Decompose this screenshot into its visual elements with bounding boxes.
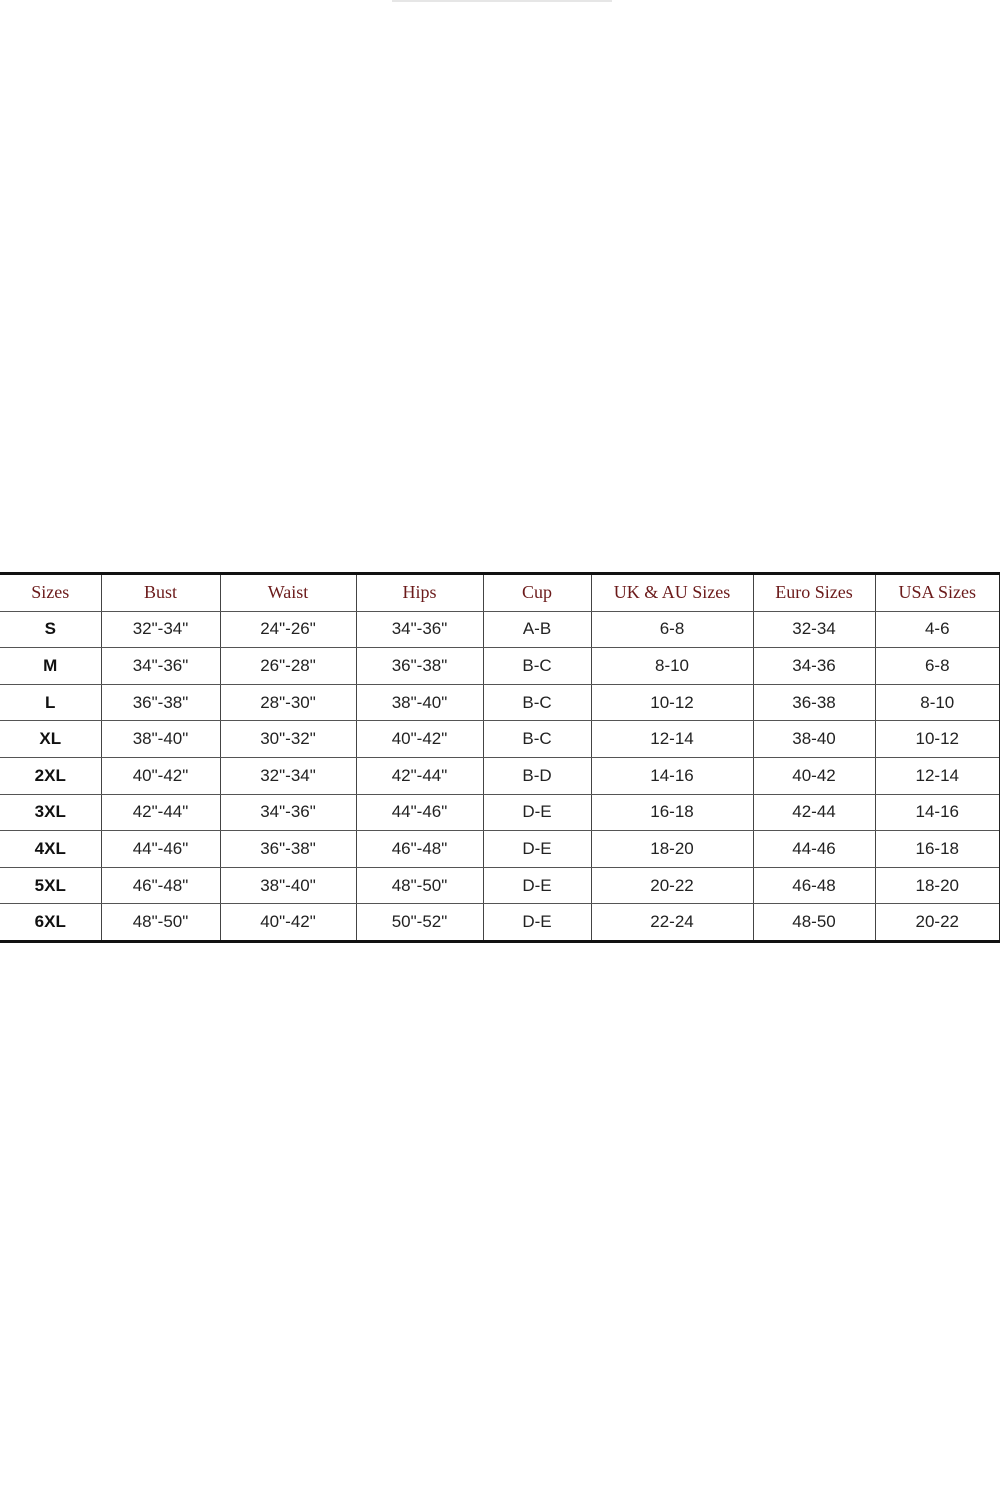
- size-name-cell: L: [0, 684, 101, 721]
- usa-size-cell: 10-12: [875, 721, 1000, 758]
- size-name-cell: 3XL: [0, 794, 101, 831]
- waist-cell: 28"-30": [220, 684, 356, 721]
- euro-size-cell: 40-42: [753, 757, 875, 794]
- table-row: [0, 684, 1000, 721]
- uk-au-size-cell: 20-22: [591, 867, 753, 904]
- header-uk-au-sizes: UK & AU Sizes: [591, 574, 753, 612]
- bust-cell: 42"-44": [101, 794, 220, 831]
- header-cup: Cup: [483, 574, 591, 612]
- cup-cell: B-C: [483, 721, 591, 758]
- euro-size-cell: 46-48: [753, 867, 875, 904]
- waist-cell: 38"-40": [220, 867, 356, 904]
- header-waist: Waist: [220, 574, 356, 612]
- euro-size-cell: 48-50: [753, 904, 875, 942]
- waist-cell: 30"-32": [220, 721, 356, 758]
- waist-cell: 24"-26": [220, 611, 356, 648]
- bust-cell: 38"-40": [101, 721, 220, 758]
- uk-au-size-cell: 6-8: [591, 611, 753, 648]
- cup-cell: A-B: [483, 611, 591, 648]
- size-name-cell: 4XL: [0, 831, 101, 868]
- euro-size-cell: 36-38: [753, 684, 875, 721]
- cup-cell: B-C: [483, 684, 591, 721]
- table-row: [0, 831, 1000, 868]
- table-row: [0, 904, 1000, 942]
- usa-size-cell: 18-20: [875, 867, 1000, 904]
- waist-cell: 34"-36": [220, 794, 356, 831]
- euro-size-cell: 38-40: [753, 721, 875, 758]
- usa-size-cell: 6-8: [875, 648, 1000, 685]
- size-name-cell: 2XL: [0, 757, 101, 794]
- header-sizes: Sizes: [0, 574, 101, 612]
- cup-cell: D-E: [483, 831, 591, 868]
- usa-size-cell: 16-18: [875, 831, 1000, 868]
- waist-cell: 36"-38": [220, 831, 356, 868]
- top-divider: [392, 0, 612, 2]
- table-header-row: [0, 574, 1000, 612]
- cup-cell: B-D: [483, 757, 591, 794]
- euro-size-cell: 32-34: [753, 611, 875, 648]
- bust-cell: 44"-46": [101, 831, 220, 868]
- header-usa-sizes: USA Sizes: [875, 574, 1000, 612]
- bust-cell: 32"-34": [101, 611, 220, 648]
- size-name-cell: XL: [0, 721, 101, 758]
- header-hips: Hips: [356, 574, 483, 612]
- waist-cell: 40"-42": [220, 904, 356, 942]
- table-row: [0, 721, 1000, 758]
- uk-au-size-cell: 14-16: [591, 757, 753, 794]
- bust-cell: 46"-48": [101, 867, 220, 904]
- uk-au-size-cell: 16-18: [591, 794, 753, 831]
- header-euro-sizes: Euro Sizes: [753, 574, 875, 612]
- header-bust: Bust: [101, 574, 220, 612]
- uk-au-size-cell: 18-20: [591, 831, 753, 868]
- hips-cell: 46"-48": [356, 831, 483, 868]
- bust-cell: 40"-42": [101, 757, 220, 794]
- cup-cell: B-C: [483, 648, 591, 685]
- hips-cell: 36"-38": [356, 648, 483, 685]
- size-chart-table: [0, 572, 1000, 943]
- bust-cell: 34"-36": [101, 648, 220, 685]
- cup-cell: D-E: [483, 904, 591, 942]
- cup-cell: D-E: [483, 794, 591, 831]
- usa-size-cell: 8-10: [875, 684, 1000, 721]
- size-name-cell: 5XL: [0, 867, 101, 904]
- table-row: [0, 611, 1000, 648]
- bust-cell: 36"-38": [101, 684, 220, 721]
- usa-size-cell: 14-16: [875, 794, 1000, 831]
- uk-au-size-cell: 22-24: [591, 904, 753, 942]
- table-row: [0, 757, 1000, 794]
- euro-size-cell: 44-46: [753, 831, 875, 868]
- table-row: [0, 648, 1000, 685]
- table-row: [0, 867, 1000, 904]
- size-name-cell: S: [0, 611, 101, 648]
- usa-size-cell: 12-14: [875, 757, 1000, 794]
- uk-au-size-cell: 12-14: [591, 721, 753, 758]
- usa-size-cell: 4-6: [875, 611, 1000, 648]
- euro-size-cell: 34-36: [753, 648, 875, 685]
- hips-cell: 38"-40": [356, 684, 483, 721]
- bust-cell: 48"-50": [101, 904, 220, 942]
- uk-au-size-cell: 8-10: [591, 648, 753, 685]
- hips-cell: 40"-42": [356, 721, 483, 758]
- hips-cell: 48"-50": [356, 867, 483, 904]
- hips-cell: 44"-46": [356, 794, 483, 831]
- hips-cell: 42"-44": [356, 757, 483, 794]
- waist-cell: 26"-28": [220, 648, 356, 685]
- waist-cell: 32"-34": [220, 757, 356, 794]
- usa-size-cell: 20-22: [875, 904, 1000, 942]
- uk-au-size-cell: 10-12: [591, 684, 753, 721]
- cup-cell: D-E: [483, 867, 591, 904]
- hips-cell: 34"-36": [356, 611, 483, 648]
- table-row: [0, 794, 1000, 831]
- size-name-cell: 6XL: [0, 904, 101, 942]
- hips-cell: 50"-52": [356, 904, 483, 942]
- euro-size-cell: 42-44: [753, 794, 875, 831]
- size-name-cell: M: [0, 648, 101, 685]
